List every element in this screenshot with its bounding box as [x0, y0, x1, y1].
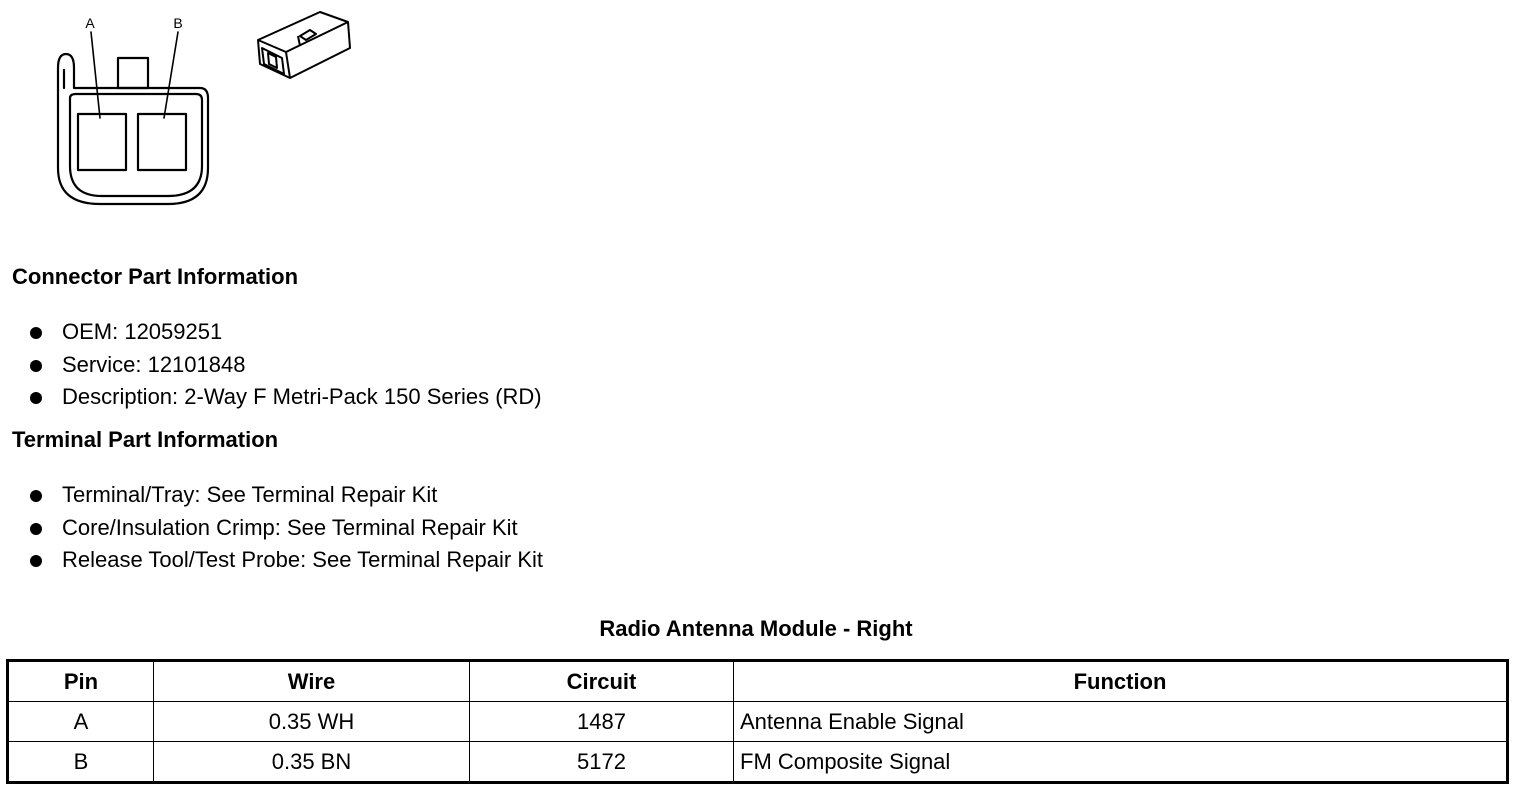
- connector-part-info-list: [28, 316, 542, 414]
- connector-face-diagram: [40, 8, 230, 218]
- table-row: [8, 702, 1508, 742]
- list-item-text: OEM: 12059251: [62, 319, 223, 344]
- cell-function: FM Composite Signal: [734, 742, 1508, 783]
- column-header-pin: Pin: [8, 661, 154, 702]
- cell-circuit: 5172: [470, 742, 734, 783]
- cell-pin: B: [8, 742, 154, 783]
- bullet-icon: [30, 392, 42, 404]
- bullet-icon: [30, 360, 42, 372]
- pin-table: [6, 659, 1509, 784]
- connector-part-info-heading: Connector Part Information: [12, 264, 299, 289]
- terminal-part-info-heading: Terminal Part Information: [12, 427, 279, 452]
- list-item: [28, 544, 543, 577]
- cell-wire: 0.35 WH: [154, 702, 470, 742]
- pin-label-a: A: [85, 15, 95, 31]
- pin-label-b: B: [173, 15, 183, 31]
- cell-function: Antenna Enable Signal: [734, 702, 1508, 742]
- list-item: [28, 349, 542, 382]
- cavity-b: [138, 114, 186, 170]
- list-item: [28, 381, 542, 414]
- list-item: [28, 479, 543, 512]
- connector-isometric-diagram: [250, 8, 360, 88]
- column-header-wire: Wire: [154, 661, 470, 702]
- bullet-icon: [30, 490, 42, 502]
- bullet-icon: [30, 523, 42, 535]
- table-header-row: [8, 661, 1508, 702]
- list-item-text: Terminal/Tray: See Terminal Repair Kit: [62, 482, 438, 507]
- column-header-circuit: Circuit: [470, 661, 734, 702]
- column-header-function: Function: [734, 661, 1508, 702]
- list-item-text: Service: 12101848: [62, 351, 246, 377]
- list-item-text: Core/Insulation Crimp: See Terminal Repair Kit: [62, 514, 518, 540]
- cavity-a: [78, 114, 126, 170]
- table-row: [8, 742, 1508, 783]
- table-title: Radio Antenna Module - Right: [599, 616, 913, 641]
- list-item-text: Description: 2-Way F Metri-Pack 150 Series (RD): [62, 384, 542, 409]
- bullet-icon: [30, 555, 42, 567]
- bullet-icon: [30, 327, 42, 339]
- terminal-part-info-list: [28, 479, 543, 577]
- connector-latch: [118, 58, 148, 88]
- cell-pin: A: [8, 702, 154, 742]
- cell-wire: 0.35 BN: [154, 742, 470, 783]
- list-item: [28, 512, 543, 545]
- list-item: [28, 316, 542, 349]
- list-item-text: Release Tool/Test Probe: See Terminal Repair Kit: [62, 547, 543, 572]
- cell-circuit: 1487: [470, 702, 734, 742]
